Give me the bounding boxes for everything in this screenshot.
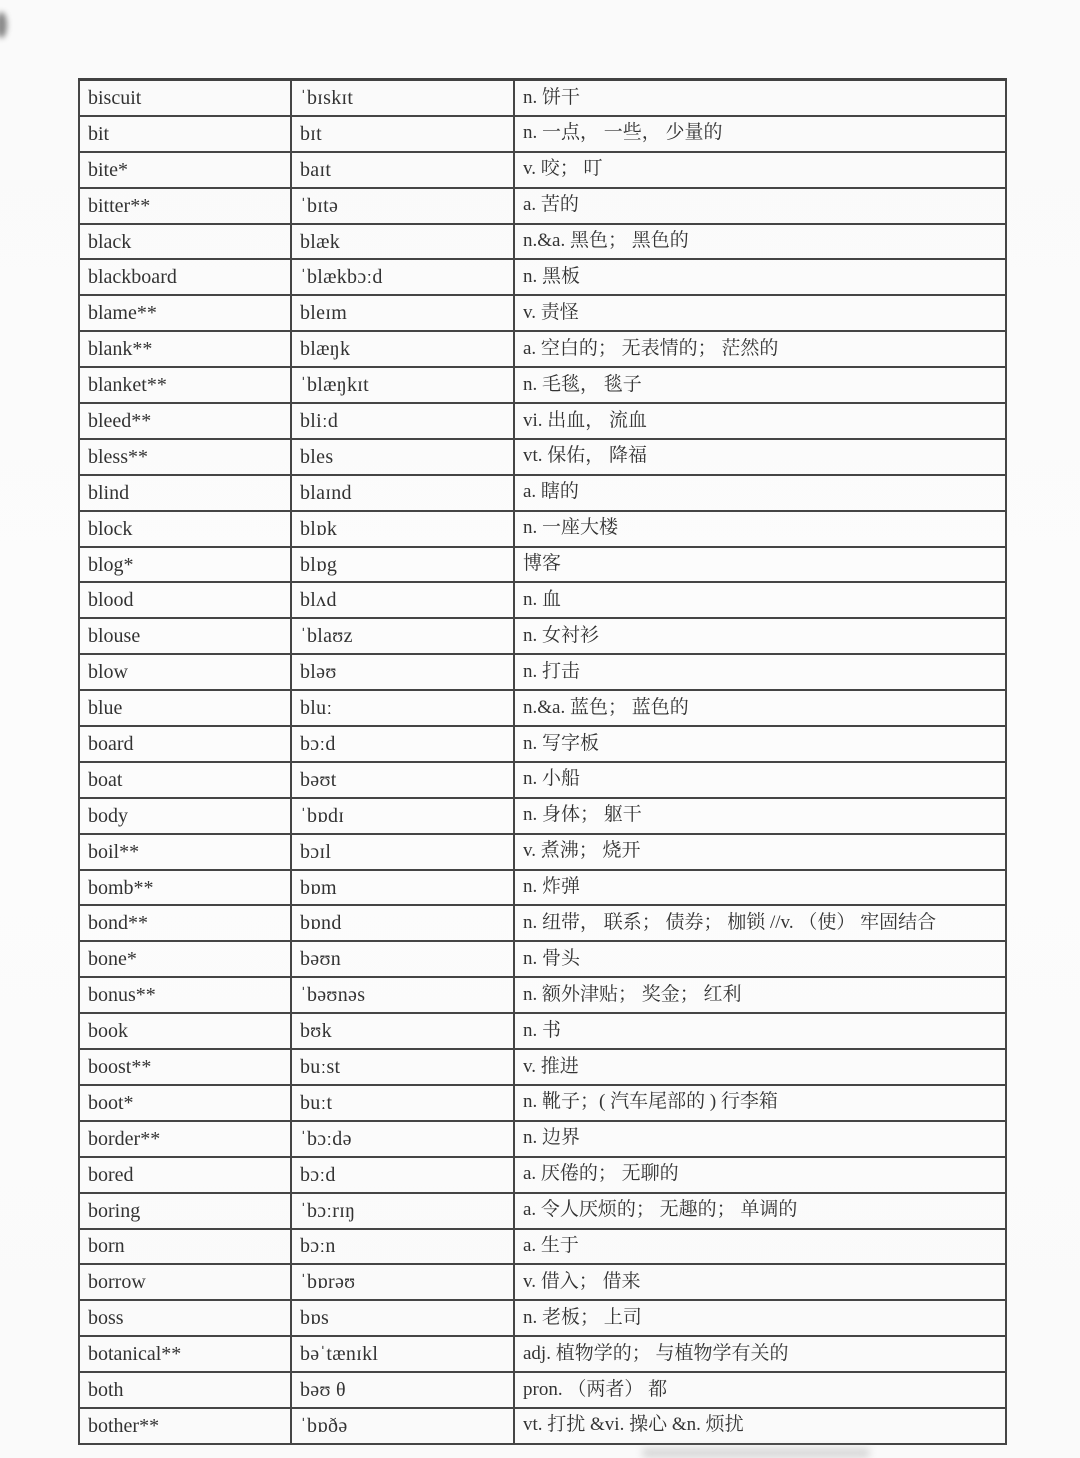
phonetic-cell: buːst [291, 1049, 514, 1085]
word-cell: borrow [79, 1264, 291, 1300]
table-row [79, 1264, 1006, 1300]
phonetic-cell: bəʊt [291, 762, 514, 798]
meaning-cell: n. 打击 [514, 654, 1006, 690]
meaning-cell: n. 写字板 [514, 726, 1006, 762]
table-row [79, 116, 1006, 152]
phonetic-cell: ˈbɪtə [291, 188, 514, 224]
meaning-cell: n. 血 [514, 582, 1006, 618]
table-row [79, 1336, 1006, 1372]
meaning-cell: v. 责怪 [514, 295, 1006, 331]
meaning-cell: a. 厌倦的； 无聊的 [514, 1157, 1006, 1193]
table-row [79, 224, 1006, 260]
phonetic-cell: bləʊ [291, 654, 514, 690]
phonetic-cell: bʊk [291, 1013, 514, 1049]
word-cell: blog* [79, 547, 291, 583]
word-cell: block [79, 511, 291, 547]
word-cell: blame** [79, 295, 291, 331]
word-cell: bother** [79, 1408, 291, 1444]
phonetic-cell: bluː [291, 690, 514, 726]
meaning-cell: vi. 出血， 流血 [514, 403, 1006, 439]
word-cell: book [79, 1013, 291, 1049]
table-row [79, 726, 1006, 762]
phonetic-cell: ˈblaʊz [291, 618, 514, 654]
meaning-cell: a. 生于 [514, 1229, 1006, 1265]
table-row [79, 618, 1006, 654]
meaning-cell: adj. 植物学的； 与植物学有关的 [514, 1336, 1006, 1372]
phonetic-cell: bɪt [291, 116, 514, 152]
meaning-cell: v. 借入； 借来 [514, 1264, 1006, 1300]
phonetic-cell: ˈbɒrəʊ [291, 1264, 514, 1300]
table-row [79, 1193, 1006, 1229]
word-cell: bitter** [79, 188, 291, 224]
meaning-cell: n. 额外津贴； 奖金； 红利 [514, 977, 1006, 1013]
word-cell: botanical** [79, 1336, 291, 1372]
meaning-cell: n. 一点， 一些， 少量的 [514, 116, 1006, 152]
table-row [79, 511, 1006, 547]
table-row [79, 798, 1006, 834]
word-cell: both [79, 1372, 291, 1408]
phonetic-cell: blɒg [291, 547, 514, 583]
word-cell: board [79, 726, 291, 762]
word-cell: blind [79, 475, 291, 511]
table-row [79, 905, 1006, 941]
phonetic-cell: ˈbɪskɪt [291, 80, 514, 116]
table-row [79, 547, 1006, 583]
word-cell: bone* [79, 941, 291, 977]
word-cell: border** [79, 1121, 291, 1157]
word-cell: bond** [79, 905, 291, 941]
meaning-cell: a. 令人厌烦的； 无趣的； 单调的 [514, 1193, 1006, 1229]
meaning-cell: n. 黑板 [514, 259, 1006, 295]
word-cell: blue [79, 690, 291, 726]
word-cell: boot* [79, 1085, 291, 1121]
meaning-cell: n. 身体； 躯干 [514, 798, 1006, 834]
phonetic-cell: blæk [291, 224, 514, 260]
meaning-cell: a. 空白的； 无表情的； 茫然的 [514, 331, 1006, 367]
meaning-cell: pron. （两者） 都 [514, 1372, 1006, 1408]
word-cell: blanket** [79, 367, 291, 403]
word-cell: body [79, 798, 291, 834]
table-row [79, 1085, 1006, 1121]
table-row [79, 1300, 1006, 1336]
table-row [79, 188, 1006, 224]
phonetic-cell: buːt [291, 1085, 514, 1121]
phonetic-cell: ˈbɒdɪ [291, 798, 514, 834]
word-cell: boring [79, 1193, 291, 1229]
table-row [79, 259, 1006, 295]
meaning-cell: n. 纽带， 联系； 债券； 枷锁 //v. （使） 牢固结合 [514, 905, 1006, 941]
meaning-cell: n.&a. 蓝色； 蓝色的 [514, 690, 1006, 726]
phonetic-cell: bleɪm [291, 295, 514, 331]
phonetic-cell: bɒs [291, 1300, 514, 1336]
meaning-cell: n. 靴子；( 汽车尾部的 ) 行李箱 [514, 1085, 1006, 1121]
word-cell: boat [79, 762, 291, 798]
meaning-cell: n. 骨头 [514, 941, 1006, 977]
phonetic-cell: ˈbɔːdə [291, 1121, 514, 1157]
phonetic-cell: bɔːd [291, 1157, 514, 1193]
table-row [79, 941, 1006, 977]
table-row [79, 762, 1006, 798]
table-row [79, 403, 1006, 439]
phonetic-cell: ˈbɒðə [291, 1408, 514, 1444]
table-row [79, 834, 1006, 870]
table-row [79, 1049, 1006, 1085]
word-cell: bonus** [79, 977, 291, 1013]
table-row [79, 80, 1006, 116]
table-row [79, 331, 1006, 367]
word-cell: black [79, 224, 291, 260]
table-row [79, 475, 1006, 511]
meaning-cell: n. 饼干 [514, 80, 1006, 116]
meaning-cell: vt. 保佑， 降福 [514, 439, 1006, 475]
word-cell: bit [79, 116, 291, 152]
meaning-cell: n. 老板； 上司 [514, 1300, 1006, 1336]
table-row [79, 1157, 1006, 1193]
table-row [79, 654, 1006, 690]
phonetic-cell: blʌd [291, 582, 514, 618]
phonetic-cell: blɒk [291, 511, 514, 547]
phonetic-cell: blaɪnd [291, 475, 514, 511]
meaning-cell: v. 煮沸； 烧开 [514, 834, 1006, 870]
word-cell: blood [79, 582, 291, 618]
meaning-cell: n. 边界 [514, 1121, 1006, 1157]
word-cell: blow [79, 654, 291, 690]
meaning-cell: n. 女衬衫 [514, 618, 1006, 654]
word-cell: bleed** [79, 403, 291, 439]
meaning-cell: 博客 [514, 547, 1006, 583]
table-row [79, 1121, 1006, 1157]
table-row [79, 439, 1006, 475]
table-row [79, 367, 1006, 403]
meaning-cell: n.&a. 黑色； 黑色的 [514, 224, 1006, 260]
table-row [79, 295, 1006, 331]
word-cell: born [79, 1229, 291, 1265]
meaning-cell: n. 一座大楼 [514, 511, 1006, 547]
word-cell: bite* [79, 152, 291, 188]
table-row [79, 1408, 1006, 1444]
table-row [79, 1229, 1006, 1265]
phonetic-cell: bəʊ θ [291, 1372, 514, 1408]
word-cell: blouse [79, 618, 291, 654]
vocabulary-table [78, 78, 1007, 1445]
meaning-cell: n. 小船 [514, 762, 1006, 798]
table-row [79, 1372, 1006, 1408]
meaning-cell: a. 瞎的 [514, 475, 1006, 511]
phonetic-cell: bles [291, 439, 514, 475]
word-cell: blackboard [79, 259, 291, 295]
table-row [79, 977, 1006, 1013]
table-row [79, 152, 1006, 188]
phonetic-cell: bəˈtænɪkl [291, 1336, 514, 1372]
phonetic-cell: bɔːn [291, 1229, 514, 1265]
meaning-cell: n. 书 [514, 1013, 1006, 1049]
phonetic-cell: bɒnd [291, 905, 514, 941]
scan-artifact-bottom [642, 1448, 870, 1458]
meaning-cell: vt. 打扰 &vi. 操心 &n. 烦扰 [514, 1408, 1006, 1444]
phonetic-cell: baɪt [291, 152, 514, 188]
phonetic-cell: ˈbɔːrɪŋ [291, 1193, 514, 1229]
word-cell: bored [79, 1157, 291, 1193]
table-row [79, 690, 1006, 726]
meaning-cell: n. 毛毯， 毯子 [514, 367, 1006, 403]
phonetic-cell: ˈbəʊnəs [291, 977, 514, 1013]
word-cell: boss [79, 1300, 291, 1336]
table-row [79, 870, 1006, 906]
phonetic-cell: bɔːd [291, 726, 514, 762]
word-cell: biscuit [79, 80, 291, 116]
word-cell: boost** [79, 1049, 291, 1085]
phonetic-cell: ˈblækbɔːd [291, 259, 514, 295]
table-row [79, 1013, 1006, 1049]
phonetic-cell: bliːd [291, 403, 514, 439]
phonetic-cell: bəʊn [291, 941, 514, 977]
phonetic-cell: blæŋk [291, 331, 514, 367]
meaning-cell: v. 推进 [514, 1049, 1006, 1085]
phonetic-cell: bɔɪl [291, 834, 514, 870]
word-cell: boil** [79, 834, 291, 870]
meaning-cell: a. 苦的 [514, 188, 1006, 224]
word-cell: bomb** [79, 870, 291, 906]
phonetic-cell: ˈblæŋkɪt [291, 367, 514, 403]
vocabulary-table-body [79, 80, 1006, 1444]
phonetic-cell: bɒm [291, 870, 514, 906]
meaning-cell: v. 咬； 叮 [514, 152, 1006, 188]
table-row [79, 582, 1006, 618]
word-cell: blank** [79, 331, 291, 367]
meaning-cell: n. 炸弹 [514, 870, 1006, 906]
word-cell: bless** [79, 439, 291, 475]
